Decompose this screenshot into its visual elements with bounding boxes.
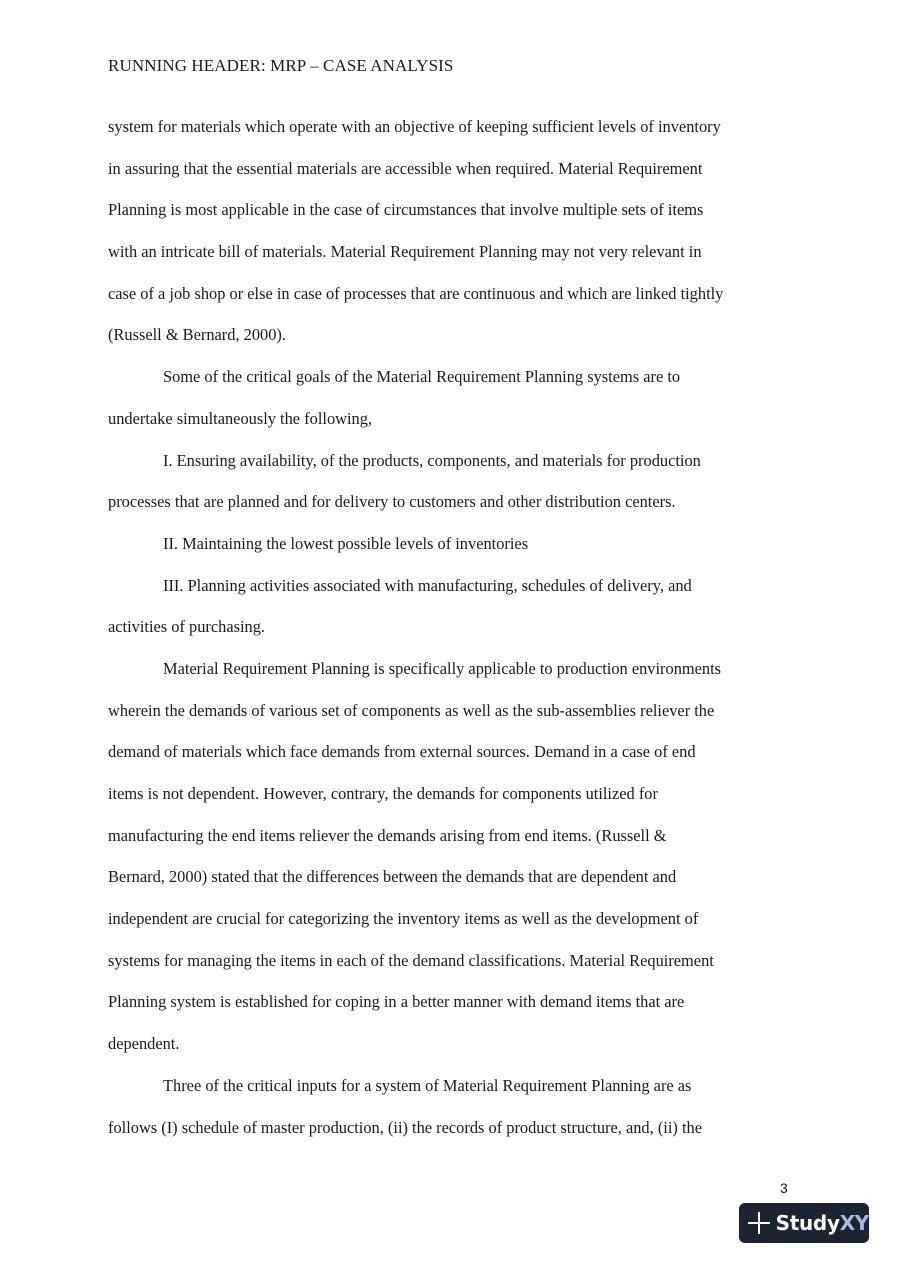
brand-word-accent: XY xyxy=(839,1211,869,1235)
text-line: Three of the critical inputs for a system of Material Requirement Planning are as xyxy=(163,1075,692,1095)
list-item xyxy=(108,440,798,523)
text-line: wherein the demands of various set of components as well as the sub-assemblies reliever the xyxy=(108,700,715,720)
text-line: manufacturing the end items reliever the demands arising from end items. (Russell & xyxy=(108,825,667,845)
text-line: case of a job shop or else in case of processes that are continuous and which are linked tightly xyxy=(108,283,724,303)
paragraph xyxy=(108,1065,798,1148)
text-line: III. Planning activities associated with manufacturing, schedules of delivery, and xyxy=(163,575,692,595)
text-line: Some of the critical goals of the Material Requirement Planning systems are to xyxy=(163,367,681,387)
text-line: (Russell & Bernard, 2000). xyxy=(108,325,286,345)
text-line: Planning system is established for coping in a better manner with demand items that are xyxy=(108,992,685,1012)
body-text xyxy=(108,106,798,1148)
text-line: I. Ensuring availability, of the products, components, and materials for production xyxy=(163,450,701,470)
text-line: demand of materials which face demands from external sources. Demand in a case of end xyxy=(108,742,696,762)
paragraph xyxy=(108,356,798,439)
text-line: independent are crucial for categorizing the inventory items as well as the development of xyxy=(108,909,699,929)
text-line: system for materials which operate with an objective of keeping sufficient levels of inventory xyxy=(108,117,721,136)
text-line: systems for managing the items in each of the demand classifications. Material Requirement xyxy=(108,950,714,970)
list-item xyxy=(108,523,798,565)
text-line: activities of purchasing. xyxy=(108,617,266,637)
text-line: Planning is most applicable in the case of circumstances that involve multiple sets of items xyxy=(108,200,704,220)
studyxy-logo-badge[interactable] xyxy=(739,1203,869,1243)
brand-word-primary: Study xyxy=(775,1211,840,1235)
page-number: 3 xyxy=(780,1180,788,1196)
text-line: items is not dependent. However, contrary, the demands for components utilized for xyxy=(108,784,658,803)
text-line: with an intricate bill of materials. Material Requirement Planning may not very relevant in xyxy=(108,242,702,262)
text-line: undertake simultaneously the following, xyxy=(108,408,373,428)
paragraph xyxy=(108,106,798,356)
text-line: dependent. xyxy=(108,1034,180,1054)
brand-wordmark xyxy=(776,1203,869,1243)
text-line: Bernard, 2000) stated that the differences between the demands that are dependent and xyxy=(108,867,677,887)
running-header: RUNNING HEADER: MRP – CASE ANALYSIS xyxy=(108,56,454,75)
plus-icon xyxy=(748,1212,770,1234)
list-item xyxy=(108,565,798,648)
paragraph xyxy=(108,648,798,1065)
text-line: II. Maintaining the lowest possible levels of inventories xyxy=(163,533,529,553)
text-line: in assuring that the essential materials are accessible when required. Material Requirement xyxy=(108,158,703,178)
text-line: follows (I) schedule of master production, (ii) the records of product structure, and, (ii) the xyxy=(108,1117,702,1137)
text-line: processes that are planned and for delivery to customers and other distribution centers. xyxy=(108,492,676,512)
text-line: Material Requirement Planning is specifically applicable to production environments xyxy=(163,658,722,678)
